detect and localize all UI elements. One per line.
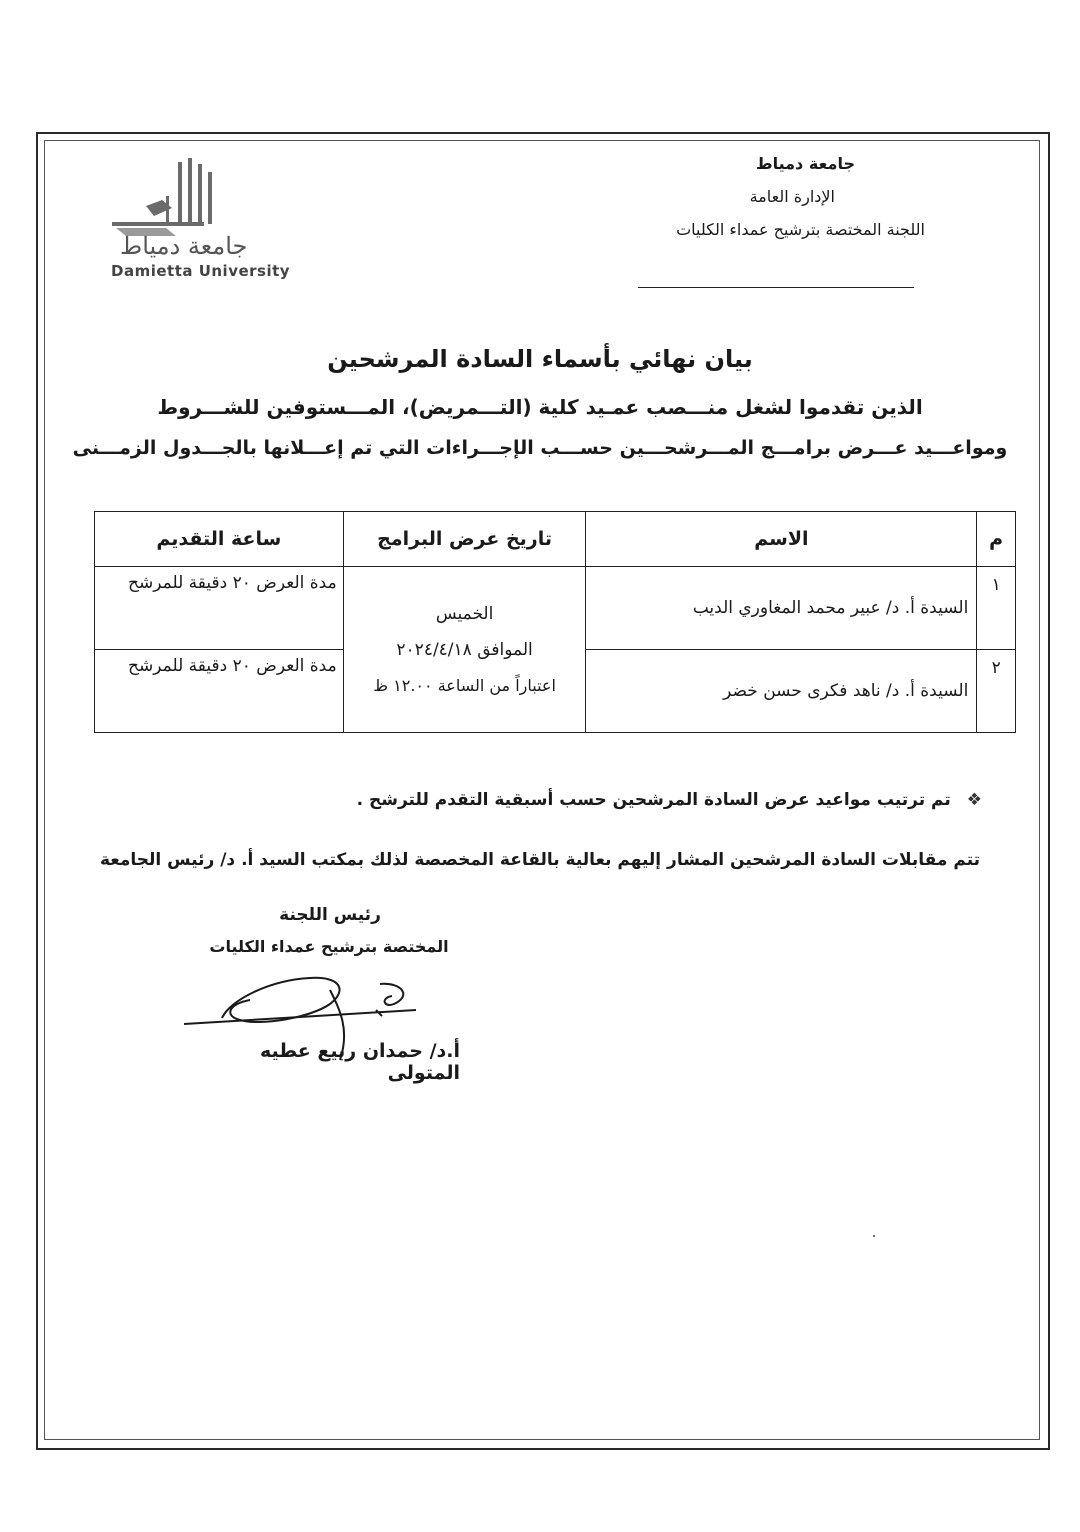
signature-block bbox=[180, 905, 460, 956]
order-note-text: تم ترتيب مواعيد عرض السادة المرشحين حسب أسبقية التقدم للترشح . bbox=[356, 790, 951, 810]
committee-name: اللجنة المختصة بترشيح عمداء الكليات bbox=[676, 220, 925, 239]
row-duration: مدة العرض ٢٠ دقيقة للمرشح bbox=[95, 650, 344, 733]
subtitle-line-2: ومواعـــيد عـــرض برامـــج المـــرشحـــين حســـب الإجـــراءات التي تم إعـــلانها بالجـــدول الزمـــنى bbox=[72, 437, 1008, 459]
order-note bbox=[357, 790, 982, 810]
presentation-start-time: اعتباراً من الساعة ١٢.٠٠ ظ bbox=[373, 675, 556, 695]
signatory-role: رئيس اللجنة bbox=[279, 905, 381, 925]
logo-arabic-text: جامعة دمياط bbox=[120, 232, 248, 260]
presentation-date: الموافق ٢٠٢٤/٤/١٨ bbox=[396, 639, 533, 660]
header-time: ساعة التقديم bbox=[95, 512, 344, 567]
university-name: جامعة دمياط bbox=[755, 154, 855, 173]
row-num: ١ bbox=[977, 567, 1016, 650]
row-num: ٢ bbox=[977, 650, 1016, 733]
interviews-note: تتم مقابلات السادة المرشحين المشار إليهم بعالية بالقاعة المخصصة لذلك بمكتب السيد أ. د/ رئيس الجامعة bbox=[99, 850, 981, 870]
row-duration: مدة العرض ٢٠ دقيقة للمرشح bbox=[95, 567, 344, 650]
bullet-icon: ❖ bbox=[966, 790, 982, 810]
row-name: السيدة أ. د/ ناهد فكرى حسن خضر bbox=[586, 650, 977, 733]
header-num: م bbox=[977, 512, 1016, 567]
signatory-committee: المختصة بترشيح عمداء الكليات bbox=[209, 937, 449, 956]
header-name: الاسم bbox=[586, 512, 977, 567]
presentation-date-cell bbox=[343, 567, 586, 733]
row-name: السيدة أ. د/ عبير محمد المغاوري الديب bbox=[586, 567, 977, 650]
department-name: الإدارة العامة bbox=[749, 187, 835, 206]
page-title: بيان نهائي بأسماء السادة المرشحين bbox=[327, 345, 753, 373]
table-row bbox=[95, 567, 1016, 650]
signatory-name: أ.د/ حمدان ربيع عطيه المتولى bbox=[260, 1040, 460, 1084]
candidates-table bbox=[94, 511, 1016, 733]
logo-english-text: Damietta University bbox=[111, 262, 291, 280]
presentation-day: الخميس bbox=[435, 603, 494, 624]
header-date: تاريخ عرض البرامج bbox=[343, 512, 586, 567]
header-divider bbox=[638, 287, 914, 288]
table-header-row bbox=[95, 512, 1016, 567]
letterhead bbox=[585, 150, 925, 239]
stray-mark bbox=[873, 1235, 875, 1237]
subtitle-line-1: الذين تقدموا لشغل منـــصب عمـيد كلية (التـــمريض)، المـــستوفين للشـــروط bbox=[157, 395, 923, 419]
